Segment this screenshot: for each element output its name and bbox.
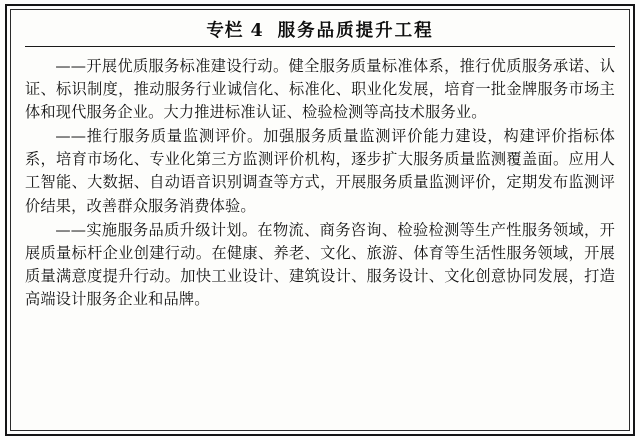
box-title-name: 服务品质提升工程 <box>277 21 434 41</box>
paragraph-2: ——推行服务质量监测评价。加强服务质量监测评价能力建设，构建评价指标体系，培育市场化、专业化第三方监测评价机构，逐步扩大服务质量监测覆盖面。应用人工智能、大数据、自动语音识别调查等方式，开展服务质量监测评价，定期发布监测评价结果，改善群众服务消费体验。 <box>25 127 615 215</box>
box-body <box>25 55 615 311</box>
paragraph-3: ——实施服务品质升级计划。在物流、商务咨询、检验检测等生产性服务领域，开展质量标杆企业创建行动。在健康、养老、文化、旅游、体育等生活性服务领域，开展质量满意度提升行动。加快工业设计、建筑设计、服务设计、文化创意协同发展，打造高端设计服务企业和品牌。 <box>25 220 615 308</box>
box-inner-border <box>10 9 630 431</box>
paragraph-1: ——开展优质服务标准建设行动。健全服务质量标准体系，推行优质服务承诺、认证、标识制度，推动服务行业诚信化、标准化、职业化发展，培育一批金牌服务市场主体和现代服务企业。大力推进标准认证、检验检测等高技术服务业。 <box>25 57 615 122</box>
box-title-label: 专栏 4 <box>206 21 264 41</box>
box-title <box>25 17 615 47</box>
box-outer-border <box>5 4 635 436</box>
